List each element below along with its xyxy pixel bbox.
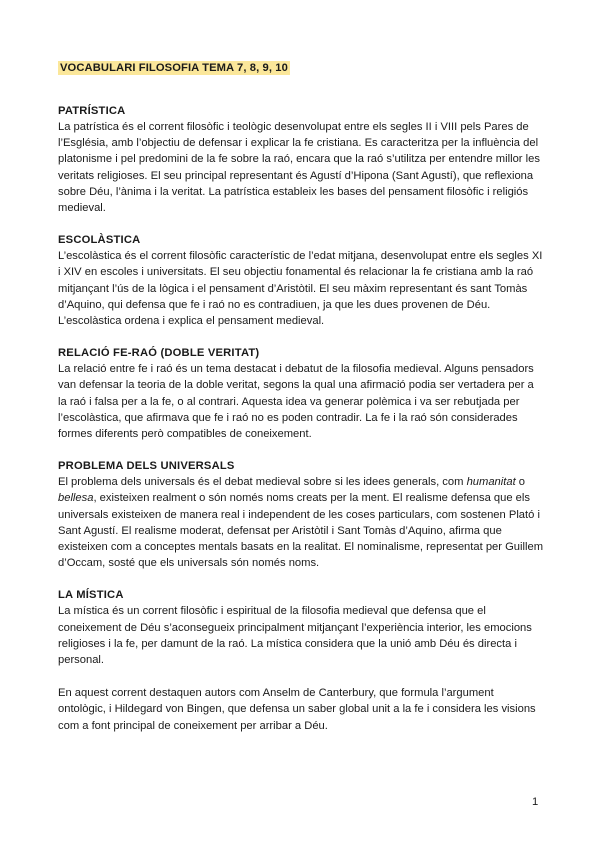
document-page [58,58,544,734]
section-body: La mística és un corrent filosòfic i espiritual de la filosofia medieval que defensa que el coneixement de Déu s’aconsegueix principalment mitjançant l’experiència interior, les emocions religioses i la fe, per damunt de la raó. La mística considera que la unió amb Déu és directa i personal. [58,605,532,667]
section-body: La relació entre fe i raó és un tema destacat i debatut de la filosofia medieval. Alguns pensadors van defensar la teoria de la doble veritat, segons la qual una afirmació podia ser vertadera per a la raó i falsa per a la fe, o al contrari. Aquesta idea va generar polèmica i va ser rebutjada per l’escolàstica, que afirmava que fe i raó no es poden contradir. La fe i la raó són considerades formes diferents però compatibles de coneixement. [58,363,534,441]
section-body [58,474,544,571]
section-heading: PROBLEMA DELS UNIVERSALS [58,460,235,473]
document-title: VOCABULARI FILOSOFIA TEMA 7, 8, 9, 10 [60,62,288,74]
section-body: La patrística és el corrent filosòfic i teològic desenvolupat entre els segles II i VIII pels Pares de l’Església, amb l’objectiu de defensar i explicar la fe cristiana. Es caracteritza per la influència del platonisme i pel predomini de la fe sobre la raó, encara que la raó s’utilitza per entendre millor les veritats religioses. El seu principal representant és Agustí d’Hipona (Sant Agustí), que reflexiona sobre Déu, l’ànima i la veritat. La patrística estableix les bases del pensament filosòfic i religiós medieval. [58,121,540,215]
body-text: El problema dels universals és el debat medieval sobre si les idees generals, com [58,476,467,489]
body-text: o [515,476,526,489]
section-heading: ESCOLÀSTICA [58,234,141,247]
section-heading: RELACIÓ FE-RAÓ (DOBLE VERITAT) [58,347,260,360]
section-mistica-paragraph-2 [58,685,544,734]
body-text: , existeixen realment o són només noms creats per la ment. El realisme defensa que els universals existeixen de manera real i independent de les coses particulars, com sostenen Plató i Sant Agustí. El realisme moderat, defensat per Aristòtil i Sant Tomàs d’Aquino, afirma que existeixen com a conceptes mentals basats en la realitat. El nominalisme, representat per Guillem d’Occam, sosté que els universals són només noms. [58,492,544,570]
emphasis-term: humanitat [466,476,516,489]
section-heading: PATRÍSTICA [58,105,126,117]
section-mistica [58,587,544,668]
emphasis-term: bellesa [58,492,94,505]
section-patristica [58,103,544,216]
page-number: 1 [532,796,539,808]
section-escolastica [58,232,544,329]
section-relacio-fe-rao [58,345,544,442]
section-problema-universals [58,458,544,571]
section-heading: LA MÍSTICA [58,589,124,602]
section-body: En aquest corrent destaquen autors com Anselm de Canterbury, que formula l’argument ontològic, i Hildegard von Bingen, que defensa un saber global unit a la fe i considera les visions com a font principal de coneixement per arribar a Déu. [58,687,536,732]
section-body: L’escolàstica és el corrent filosòfic característic de l’edat mitjana, desenvolupat entre els segles XI i XIV en escoles i universitats. El seu objectiu fonamental és relacionar la fe cristiana amb la raó mitjançant l’ús de la lògica i el pensament d’Aristòtil. El seu màxim representant és sant Tomàs d’Aquino, qui defensa que fe i raó no es contradiuen, ja que les dues provenen de Déu. L’escolàstica ordena i explica el pensament medieval. [58,250,543,328]
